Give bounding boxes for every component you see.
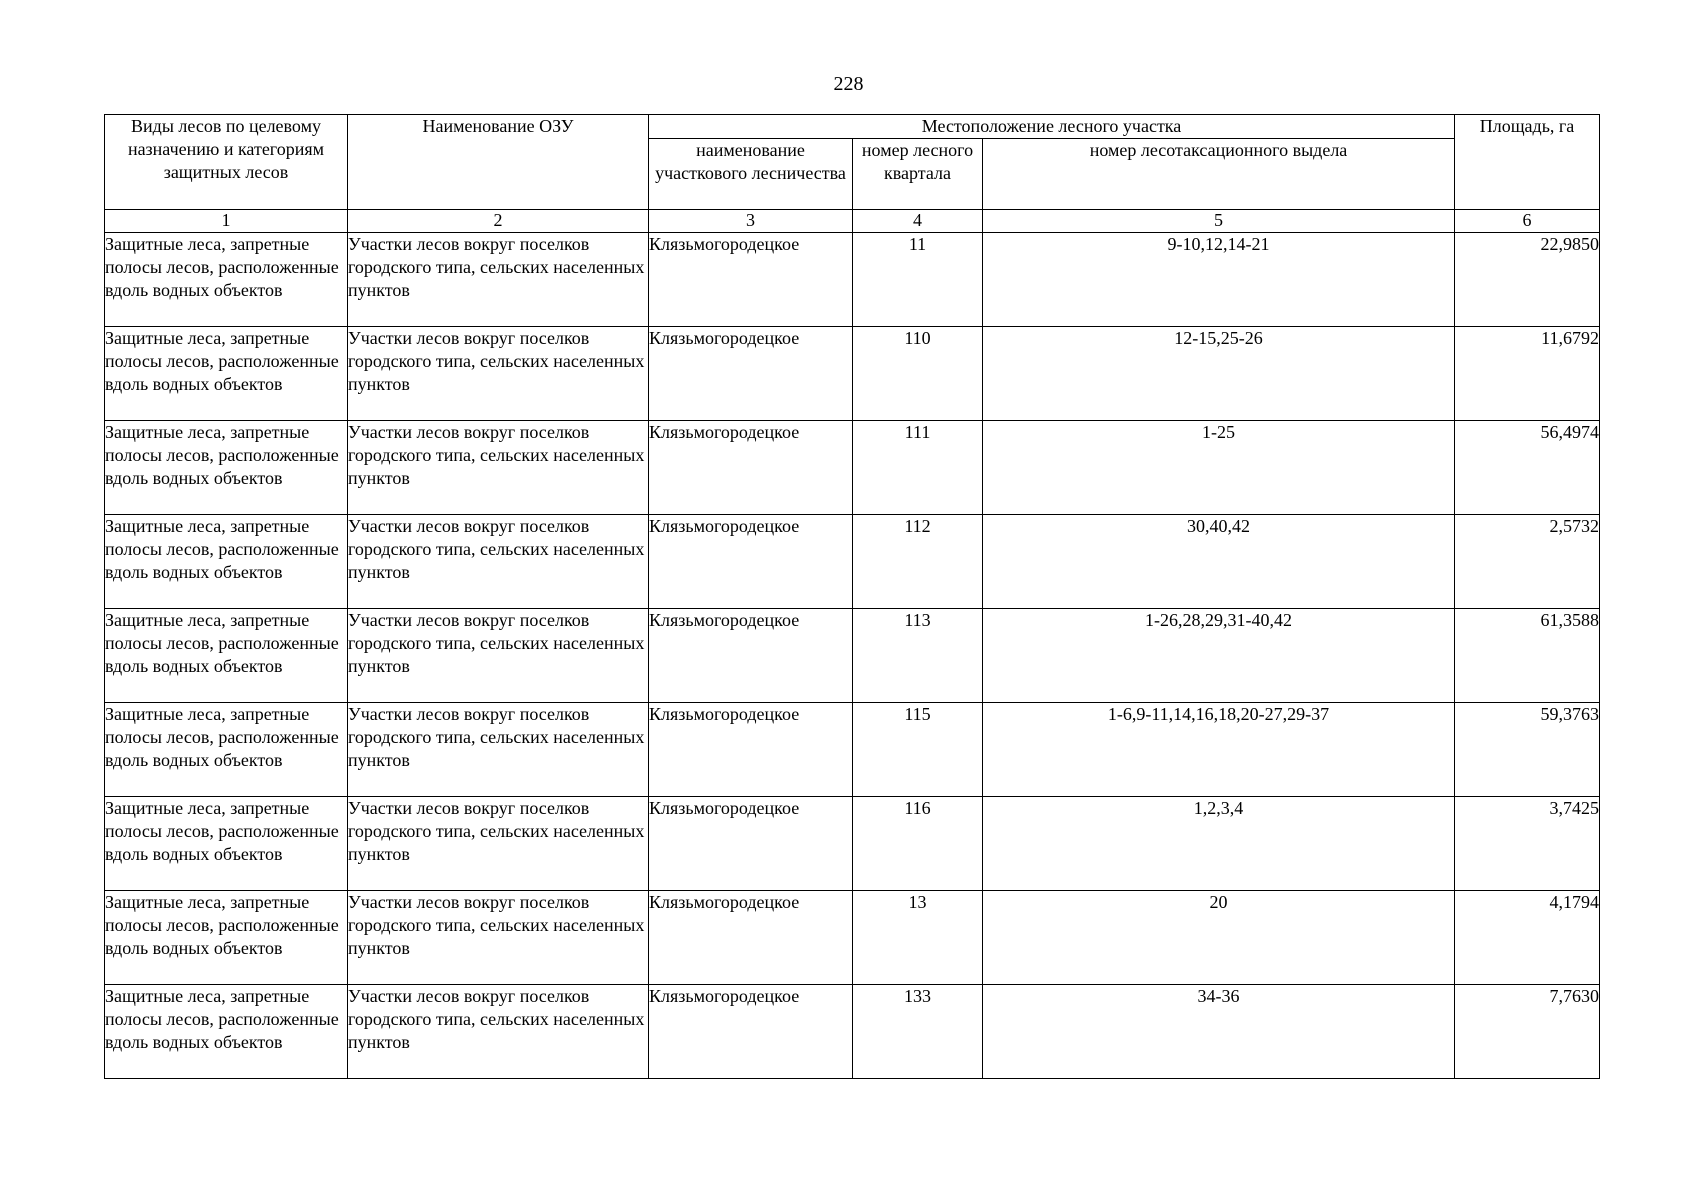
- cell-quarter: 112: [853, 515, 983, 609]
- table-row: [105, 985, 1600, 1079]
- cell-plots: 1-25: [983, 421, 1455, 515]
- cell-quarter: 115: [853, 703, 983, 797]
- cell-area: 59,3763: [1455, 703, 1600, 797]
- cell-forest-type: Защитные леса, запретные полосы лесов, расположенные вдоль водных объектов: [105, 233, 348, 327]
- cell-ozu-name: Участки лесов вокруг поселков городского типа, сельских населенных пунктов: [348, 327, 649, 421]
- cell-quarter: 110: [853, 327, 983, 421]
- cell-plots: 9-10,12,14-21: [983, 233, 1455, 327]
- cell-forest-type: Защитные леса, запретные полосы лесов, расположенные вдоль водных объектов: [105, 891, 348, 985]
- cell-ozu-name: Участки лесов вокруг поселков городского типа, сельских населенных пунктов: [348, 515, 649, 609]
- cell-ozu-name: Участки лесов вокруг поселков городского типа, сельских населенных пунктов: [348, 891, 649, 985]
- cell-forestry: Клязьмогородецкое: [649, 515, 853, 609]
- forest-plots-table: [104, 114, 1600, 1079]
- header-location-group: Местоположение лесного участка: [649, 115, 1455, 139]
- cell-forest-type: Защитные леса, запретные полосы лесов, расположенные вдоль водных объектов: [105, 421, 348, 515]
- header-plot-number: номер лесотаксационного выдела: [983, 139, 1455, 210]
- cell-forest-type: Защитные леса, запретные полосы лесов, расположенные вдоль водных объектов: [105, 515, 348, 609]
- cell-plots: 34-36: [983, 985, 1455, 1079]
- cell-plots: 20: [983, 891, 1455, 985]
- column-number: 1: [105, 210, 348, 233]
- cell-ozu-name: Участки лесов вокруг поселков городского типа, сельских населенных пунктов: [348, 985, 649, 1079]
- cell-quarter: 133: [853, 985, 983, 1079]
- cell-ozu-name: Участки лесов вокруг поселков городского типа, сельских населенных пунктов: [348, 797, 649, 891]
- cell-quarter: 116: [853, 797, 983, 891]
- cell-forestry: Клязьмогородецкое: [649, 703, 853, 797]
- header-area: Площадь, га: [1455, 115, 1600, 210]
- column-number: 5: [983, 210, 1455, 233]
- cell-quarter: 11: [853, 233, 983, 327]
- cell-forest-type: Защитные леса, запретные полосы лесов, расположенные вдоль водных объектов: [105, 703, 348, 797]
- column-number-row: [105, 210, 1600, 233]
- cell-area: 56,4974: [1455, 421, 1600, 515]
- header-row-top: [105, 115, 1600, 139]
- column-number: 4: [853, 210, 983, 233]
- cell-forestry: Клязьмогородецкое: [649, 233, 853, 327]
- table-row: [105, 797, 1600, 891]
- cell-forestry: Клязьмогородецкое: [649, 609, 853, 703]
- column-number: 6: [1455, 210, 1600, 233]
- cell-area: 4,1794: [1455, 891, 1600, 985]
- table-row: [105, 703, 1600, 797]
- header-forestry-name: наименование участкового лесничества: [649, 139, 853, 210]
- cell-plots: 1,2,3,4: [983, 797, 1455, 891]
- cell-area: 3,7425: [1455, 797, 1600, 891]
- cell-forestry: Клязьмогородецкое: [649, 985, 853, 1079]
- cell-area: 22,9850: [1455, 233, 1600, 327]
- header-forest-type: Виды лесов по целевому назначению и категориям защитных лесов: [105, 115, 348, 210]
- cell-plots: 30,40,42: [983, 515, 1455, 609]
- cell-forestry: Клязьмогородецкое: [649, 421, 853, 515]
- cell-forest-type: Защитные леса, запретные полосы лесов, расположенные вдоль водных объектов: [105, 327, 348, 421]
- cell-forestry: Клязьмогородецкое: [649, 797, 853, 891]
- cell-forest-type: Защитные леса, запретные полосы лесов, расположенные вдоль водных объектов: [105, 985, 348, 1079]
- cell-forest-type: Защитные леса, запретные полосы лесов, расположенные вдоль водных объектов: [105, 797, 348, 891]
- table-row: [105, 327, 1600, 421]
- cell-forest-type: Защитные леса, запретные полосы лесов, расположенные вдоль водных объектов: [105, 609, 348, 703]
- header-ozu-name: Наименование ОЗУ: [348, 115, 649, 210]
- cell-area: 11,6792: [1455, 327, 1600, 421]
- column-number: 2: [348, 210, 649, 233]
- cell-ozu-name: Участки лесов вокруг поселков городского типа, сельских населенных пунктов: [348, 609, 649, 703]
- cell-area: 2,5732: [1455, 515, 1600, 609]
- cell-ozu-name: Участки лесов вокруг поселков городского типа, сельских населенных пунктов: [348, 703, 649, 797]
- cell-quarter: 13: [853, 891, 983, 985]
- table-row: [105, 233, 1600, 327]
- cell-quarter: 113: [853, 609, 983, 703]
- table-row: [105, 891, 1600, 985]
- cell-ozu-name: Участки лесов вокруг поселков городского типа, сельских населенных пунктов: [348, 421, 649, 515]
- cell-plots: 12-15,25-26: [983, 327, 1455, 421]
- page-number: 228: [833, 73, 864, 95]
- table-row: [105, 609, 1600, 703]
- cell-plots: 1-6,9-11,14,16,18,20-27,29-37: [983, 703, 1455, 797]
- cell-area: 7,7630: [1455, 985, 1600, 1079]
- cell-forestry: Клязьмогородецкое: [649, 891, 853, 985]
- column-number: 3: [649, 210, 853, 233]
- header-quarter-number: номер лесного квартала: [853, 139, 983, 210]
- table-row: [105, 421, 1600, 515]
- cell-area: 61,3588: [1455, 609, 1600, 703]
- cell-ozu-name: Участки лесов вокруг поселков городского типа, сельских населенных пунктов: [348, 233, 649, 327]
- cell-forestry: Клязьмогородецкое: [649, 327, 853, 421]
- table-row: [105, 515, 1600, 609]
- cell-quarter: 111: [853, 421, 983, 515]
- cell-plots: 1-26,28,29,31-40,42: [983, 609, 1455, 703]
